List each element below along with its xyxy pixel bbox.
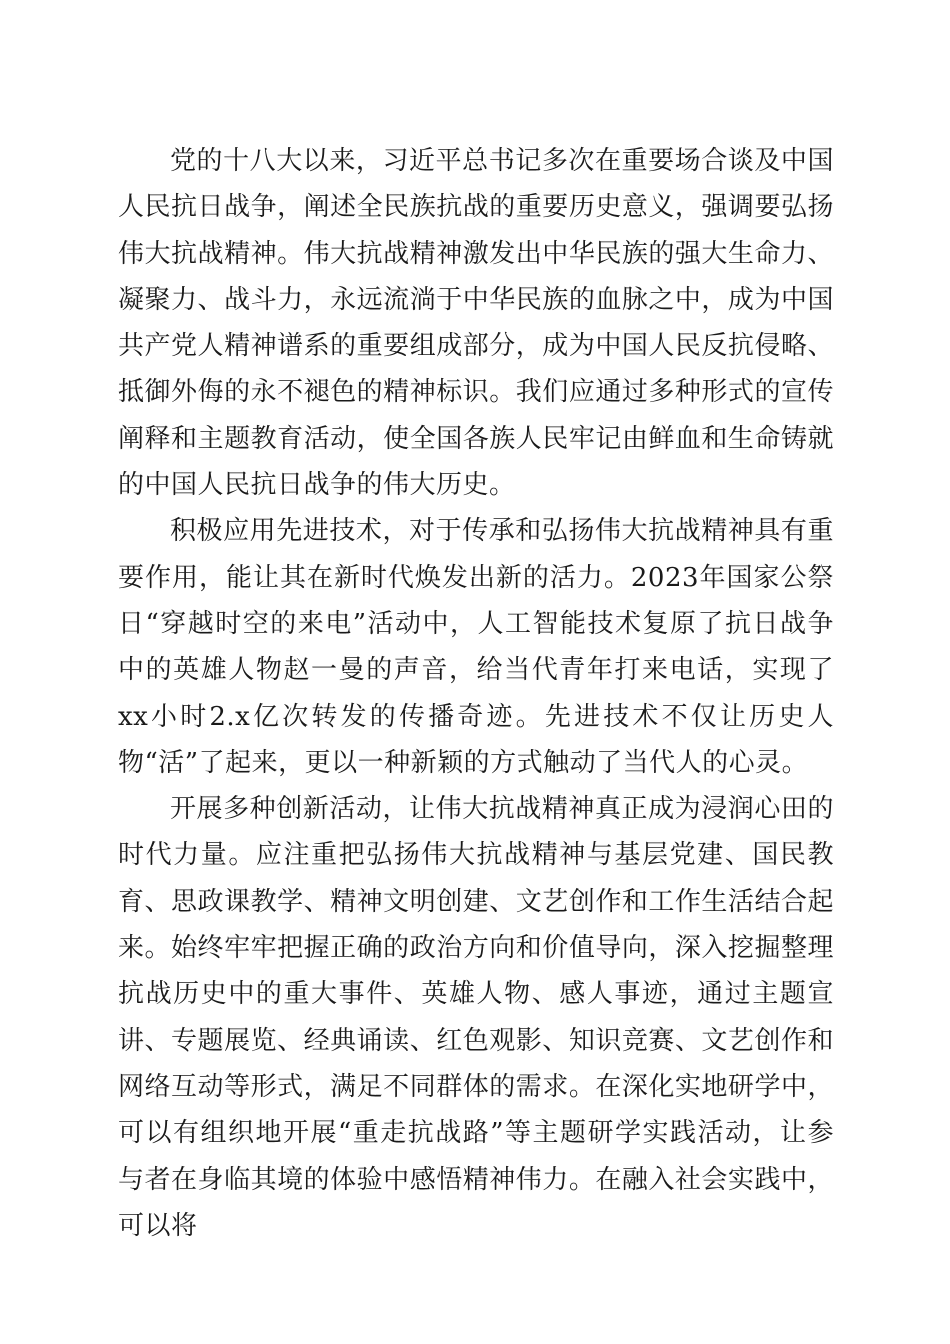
paragraph-3: 开展多种创新活动，让伟大抗战精神真正成为浸润心田的时代力量。应注重把弘扬伟大抗战精神与基层党建、国民教育、思政课教学、精神文明创建、文艺创作和工作生活结合起来。始终牢牢把握正确的政治方向和价值导向，深入挖掘整理抗战历史中的重大事件、英雄人物、感人事迹，通过主题宣讲、专题展览、经典诵读、红色观影、知识竞赛、文艺创作和网络互动等形式，满足不同群体的需求。在深化实地研学中，可以有组织地开展“重走抗战路”等主题研学实践活动，让参与者在身临其境的体验中感悟精神伟力。在融入社会实践中，可以将: [118, 794, 834, 1241]
paragraph-1: 党的十八大以来，习近平总书记多次在重要场合谈及中国人民抗日战争，阐述全民族抗战的重要历史意义，强调要弘扬伟大抗战精神。伟大抗战精神激发出中华民族的强大生命力、凝聚力、战斗力，永远流淌于中华民族的血脉之中，成为中国共产党人精神谱系的重要组成部分，成为中国人民反抗侵略、抵御外侮的永不褪色的精神标识。我们应通过多种形式的宣传阐释和主题教育活动，使全国各族人民牢记由鲜血和生命铸就的中国人民抗日战争的伟大历史。: [118, 146, 834, 501]
paragraph-2: 积极应用先进技术，对于传承和弘扬伟大抗战精神具有重要作用，能让其在新时代焕发出新的活力。2023年国家公祭日“穿越时空的来电”活动中，人工智能技术复原了抗日战争中的英雄人物赵一曼的声音，给当代青年打来电话，实现了xx小时2.x亿次转发的传播奇迹。先进技术不仅让历史人物“活”了起来，更以一种新颖的方式触动了当代人的心灵。: [118, 516, 834, 778]
document-body: [118, 138, 834, 1249]
